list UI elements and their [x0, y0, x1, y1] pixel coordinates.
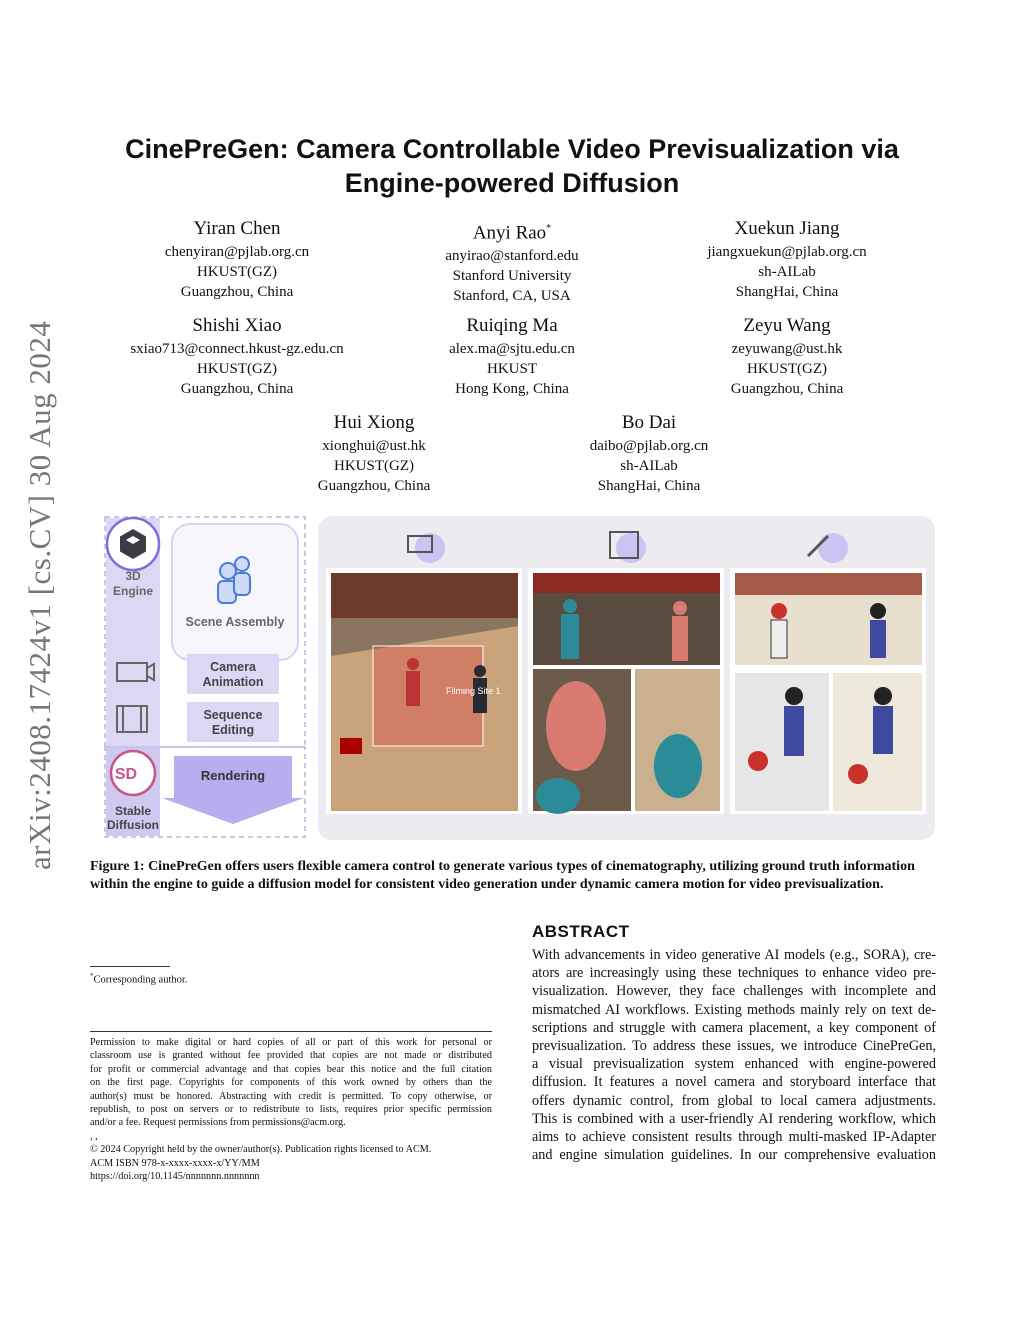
render-2-red-hair — [748, 751, 768, 771]
abstract-heading: ABSTRACT — [532, 922, 630, 941]
permission-line: for profit or commercial advantage and that copies bear this notice and the full citation — [90, 1063, 492, 1075]
isbn-line: ACM ISBN 978-x-xxxx-xxxx-x/YY/MM — [90, 1157, 260, 1169]
author-location: ShangHai, China — [735, 284, 839, 300]
author-email[interactable]: chenyiran@pjlab.org.cn — [164, 244, 310, 260]
preview-svg — [318, 516, 935, 840]
doi-line: https://doi.org/10.1145/nnnnnnn.nnnnnnn — [90, 1171, 260, 1183]
author-block — [244, 410, 504, 496]
author-email[interactable]: xionghui@ust.hk — [322, 438, 426, 454]
permission-line: author(s) must be honored. Abstracting with credit is permitted. To copy otherwise, or — [90, 1090, 492, 1102]
author-affiliation: HKUST(GZ) — [197, 361, 277, 377]
author-name: Bo Dai — [621, 412, 677, 433]
render-dark-body — [870, 620, 886, 658]
footnote-text: Corresponding author. — [93, 974, 188, 986]
sequence-editing-label-2: Editing — [211, 723, 255, 737]
rendering-arrow — [162, 756, 304, 824]
author-mark: * — [546, 223, 552, 234]
author-block — [519, 410, 779, 496]
magic-icon-bg — [818, 533, 848, 563]
author-block — [382, 313, 642, 399]
venue-line: , , — [90, 1130, 98, 1142]
stable-diffusion-label-1: Stable — [114, 804, 152, 818]
author-affiliation: sh-AILab — [758, 264, 816, 280]
red-fighter-head — [407, 658, 419, 670]
author-location: ShangHai, China — [597, 478, 701, 494]
author-affiliation: HKUST — [486, 361, 537, 377]
author-block — [382, 216, 642, 306]
pipeline-svg — [104, 516, 306, 838]
permissions-rule — [90, 1031, 492, 1032]
footnote-mark: * — [90, 972, 94, 980]
author-affiliation: Stanford University — [452, 268, 572, 285]
render-red-hair — [771, 603, 787, 619]
author-location: Guangzhou, China — [730, 381, 844, 397]
permission-line: classroom use is granted without fee provided that copies are not made or distributed — [90, 1050, 492, 1062]
abstract-line: visualization. However, they face challenges with incomplete and — [532, 983, 936, 1000]
permission-line: and/or a fee. Request permissions from permissions@acm.org. — [90, 1117, 346, 1129]
arxiv-identifier: arXiv:2408.17424v1 [cs.CV] 30 Aug 2024 — [22, 320, 57, 870]
filming-site-box — [373, 646, 483, 746]
title-line-1: CinePreGen: Camera Controllable Video Previsualization via — [125, 134, 899, 164]
abstract-line: scriptions and struggle with camera placement, a key component of — [532, 1019, 936, 1036]
character-body-2 — [234, 573, 250, 595]
author-name: Hui Xiong — [333, 412, 415, 433]
filming-site-label: Filming Site 1 — [446, 686, 501, 696]
author-name: Xuekun Jiang — [734, 218, 840, 239]
author-location: Guangzhou, China — [180, 284, 294, 300]
stable-diffusion-label-2: Diffusion — [107, 818, 159, 832]
author-name: Yiran Chen — [193, 218, 281, 239]
permission-line: on the first page. Copyrights for components of this work owned by others than the — [90, 1077, 492, 1089]
render-red-body — [771, 620, 787, 658]
permission-text — [90, 1036, 492, 1130]
camera-animation-label-1: Camera — [210, 660, 256, 674]
shot-3-teal-figure — [654, 734, 702, 798]
author-email[interactable]: jiangxuekun@pjlab.org.cn — [707, 244, 867, 260]
render-3-dark-body — [873, 706, 893, 754]
abstract-line: This is combined with a user-friendly AI rendering workflow, which — [532, 1110, 936, 1127]
corresponding-author-footnote — [90, 972, 187, 986]
red-fighter-head-2 — [673, 601, 687, 615]
dark-fighter-head — [474, 665, 486, 677]
title-line-2: Engine-powered Diffusion — [344, 168, 680, 198]
render-2-dark-body — [784, 706, 804, 756]
scene-assembly-label: Scene Assembly — [185, 615, 285, 629]
camera-animation-label-2: Animation — [202, 675, 264, 689]
render-dark-hair — [870, 603, 886, 619]
sd-badge-text: SD — [114, 766, 138, 783]
copyright-line: © 2024 Copyright held by the owner/author(s). Publication rights licensed to ACM. — [90, 1144, 432, 1156]
render-2-dark-hair — [785, 687, 803, 705]
abstract-line: previsualization. To address these issues, we introduce CinePreGen, — [532, 1038, 936, 1055]
author-block — [107, 313, 367, 399]
red-fighter-body-2 — [672, 616, 688, 661]
permission-line: Permission to make digital or hard copies of all or part of this work for personal or — [90, 1037, 492, 1048]
abstract-line: ators are increasingly using these techniques to enhance video pre- — [532, 965, 936, 982]
permission-line: republish, to post on servers or to redistribute to lists, requires prior specific permission — [90, 1104, 492, 1116]
author-location: Stanford, CA, USA — [453, 288, 571, 305]
paper-title — [90, 132, 934, 200]
engine-label-2: Engine — [112, 584, 154, 598]
author-affiliation: sh-AILab — [620, 458, 678, 474]
teal-fighter-head — [563, 599, 577, 613]
author-name: Shishi Xiao — [192, 315, 282, 336]
teal-fighter-body — [561, 614, 579, 659]
author-block — [657, 216, 917, 302]
author-affiliation: HKUST(GZ) — [747, 361, 827, 377]
render-3-red-hair — [848, 764, 868, 784]
author-location: Guangzhou, China — [317, 478, 431, 494]
author-location: Guangzhou, China — [180, 381, 294, 397]
abstract-line: and engine simulation guidelines. In our comprehensive evaluation — [532, 1147, 936, 1164]
sequence-editing-label-1: Sequence — [203, 708, 263, 722]
author-affiliation: HKUST(GZ) — [334, 458, 414, 474]
author-name: Ruiqing Ma — [466, 315, 558, 336]
character-head-2 — [235, 557, 249, 571]
author-block — [107, 216, 367, 302]
footnote-rule — [90, 966, 170, 967]
red-fighter-body — [406, 671, 420, 706]
author-affiliation: HKUST(GZ) — [197, 264, 277, 280]
abstract-line: offers dynamic control, from global to local camera adjustments. — [532, 1092, 936, 1109]
abstract-line: diffusion. It features a novel camera and storyboard interface that — [532, 1074, 936, 1091]
author-email[interactable]: zeyuwang@ust.hk — [731, 341, 843, 357]
abstract-line: mismatched AI workflows. Existing methods mainly rely on text de- — [532, 1001, 936, 1018]
abstract-line: aims to achieve consistent results through multi-masked IP-Adapter — [532, 1129, 936, 1146]
preview-panel — [318, 516, 935, 840]
engine-label-1: 3D — [125, 569, 141, 583]
author-location: Hong Kong, China — [455, 381, 569, 397]
author-name: Anyi Rao* — [472, 222, 552, 244]
shot-2-red-figure — [546, 681, 606, 771]
abstract-line: With advancements in video generative AI models (e.g., SORA), cre- — [532, 947, 936, 963]
figure-caption: Figure 1: CinePreGen offers users flexible camera control to generate various types of cinematography, utilizing ground truth information within the engine to guide a diffusion model for consistent video generation under dynamic camera motion for video previsualization. — [90, 859, 915, 892]
shot-2-teal-figure — [536, 778, 580, 814]
shot-1-wall — [533, 573, 720, 593]
author-name: Zeyu Wang — [743, 315, 831, 336]
pipeline-diagram — [104, 516, 306, 838]
scene-wall — [331, 573, 518, 618]
render-shot-2 — [735, 673, 829, 811]
camera-icon-bg — [415, 533, 445, 563]
render-3-dark-hair — [874, 687, 892, 705]
abstract-body — [532, 946, 936, 1164]
author-email[interactable]: sxiao713@connect.hkust-gz.edu.cn — [130, 341, 344, 357]
abstract-line: a visual previsualization system enhanced with engine-powered — [532, 1056, 936, 1073]
virtual-camera-icon — [340, 738, 362, 754]
permissions-block — [90, 1036, 492, 1183]
author-email[interactable]: alex.ma@sjtu.edu.cn — [449, 341, 575, 357]
author-email[interactable]: daibo@pjlab.org.cn — [589, 438, 709, 454]
rendering-label: Rendering — [200, 768, 266, 783]
render-shot-1-wall — [735, 573, 922, 595]
author-email[interactable]: anyirao@stanford.edu — [445, 248, 579, 265]
author-block — [657, 313, 917, 399]
